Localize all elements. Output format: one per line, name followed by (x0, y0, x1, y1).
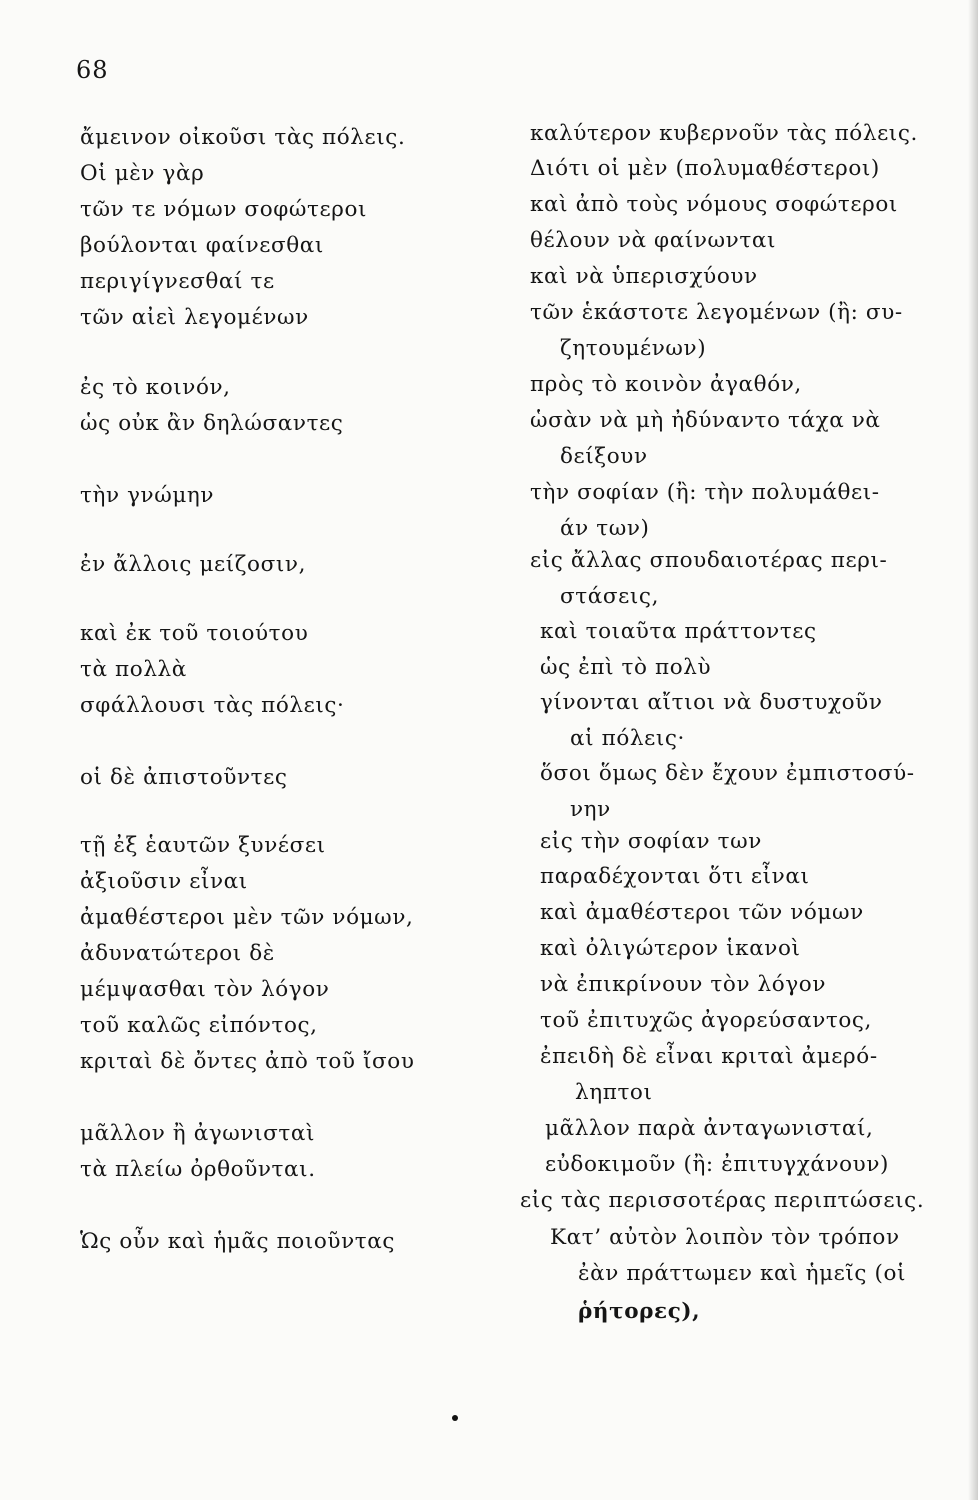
right-line: καὶ ὀλιγώτερον ἱκανοὶ (540, 936, 801, 961)
left-line: σφάλλουσι τὰς πόλεις· (80, 693, 345, 718)
right-line: καὶ τοιαῦτα πράττοντες (540, 619, 817, 644)
left-line: ἀδυνατώτεροι δὲ (80, 941, 275, 966)
left-line: μᾶλλον ἢ ἀγωνισταὶ (80, 1121, 316, 1146)
right-line: εὐδοκιμοῦν (ἢ: ἐπιτυγχάνουν) (545, 1152, 890, 1177)
left-line: ὡς οὐκ ἂν δηλώσαντες (80, 411, 344, 436)
right-line: ὡς ἐπὶ τὸ πολὺ (540, 655, 712, 680)
right-line: ὅσοι ὅμως δὲν ἔχουν ἐμπιστοσύ- (540, 761, 915, 786)
right-line: εἰς τὴν σοφίαν των (540, 829, 762, 854)
right-line: καλύτερον κυβερνοῦν τὰς πόλεις. (530, 121, 918, 146)
right-line: αἱ πόλεις· (570, 726, 685, 751)
left-line: μέμψασθαι τὸν λόγον (80, 977, 330, 1002)
right-line: καὶ ἀπὸ τοὺς νόμους σοφώτεροι (530, 192, 898, 217)
page-number: 68 (76, 56, 109, 84)
right-line: ἐπειδὴ δὲ εἶναι κριταὶ ἀμερό- (540, 1044, 878, 1069)
right-line: ῥήτορες), (578, 1299, 701, 1324)
left-line: Ὡς οὖν καὶ ἡμᾶς ποιοῦντας (80, 1229, 396, 1254)
left-line: ἐς τὸ κοινόν, (80, 375, 231, 400)
page-speck (452, 1415, 458, 1421)
right-line: τῶν ἑκάστοτε λεγομένων (ἢ: συ- (530, 300, 903, 325)
left-line: τοῦ καλῶς εἰπόντος, (80, 1013, 318, 1038)
right-line: ληπτοι (575, 1080, 653, 1105)
left-line: ἀμαθέστεροι μὲν τῶν νόμων, (80, 905, 414, 930)
right-line: νὰ ἐπικρίνουν τὸν λόγον (540, 972, 826, 997)
left-line: Οἱ μὲν γὰρ (80, 161, 205, 186)
right-line: εἰς τὰς περισσοτέρας περιπτώσεις. (520, 1188, 925, 1213)
right-line: μᾶλλον παρὰ ἀνταγωνισταί, (545, 1116, 874, 1141)
left-line: τὰ πολλὰ (80, 657, 187, 682)
right-line: πρὸς τὸ κοινὸν ἀγαθόν, (530, 372, 802, 397)
page-edge-shadow (968, 0, 978, 1500)
left-line: βούλονται φαίνεσθαι (80, 233, 324, 258)
left-line: τῶν αἰεὶ λεγομένων (80, 305, 309, 330)
right-line: παραδέχονται ὅτι εἶναι (540, 864, 810, 889)
right-line: εἰς ἄλλας σπουδαιοτέρας περι- (530, 548, 888, 573)
left-line: τὴν γνώμην (80, 483, 215, 508)
right-line: ὡσὰν νὰ μὴ ἠδύναντο τάχα νὰ (530, 408, 881, 433)
right-line: ζητουμένων) (560, 336, 707, 361)
left-line: περιγίγνεσθαί τε (80, 269, 275, 294)
right-line: καὶ νὰ ὑπερισχύουν (530, 264, 758, 289)
right-line: θέλουν νὰ φαίνωνται (530, 228, 776, 253)
left-line: ἀξιοῦσιν εἶναι (80, 869, 248, 894)
left-line: οἱ δὲ ἀπιστοῦντες (80, 765, 288, 790)
right-line: γίνονται αἴτιοι νὰ δυστυχοῦν (540, 690, 883, 715)
left-line: τῇ ἐξ ἑαυτῶν ξυνέσει (80, 833, 326, 858)
right-line: στάσεις, (560, 584, 660, 609)
left-line: κριταὶ δὲ ὄντες ἀπὸ τοῦ ἴσου (80, 1049, 415, 1074)
right-line: καὶ ἀμαθέστεροι τῶν νόμων (540, 900, 864, 925)
right-line: τοῦ ἐπιτυχῶς ἀγορεύσαντος, (540, 1008, 872, 1033)
right-line: δείξουν (560, 444, 648, 469)
right-line: τὴν σοφίαν (ἢ: τὴν πολυμάθει- (530, 480, 880, 505)
right-line: άν των) (560, 516, 650, 541)
right-line: Διότι οἱ μὲν (πολυμαθέστεροι) (530, 156, 880, 181)
left-line: ἄμεινον οἰκοῦσι τὰς πόλεις. (80, 125, 406, 150)
left-line: τῶν τε νόμων σοφώτεροι (80, 197, 368, 222)
left-line: καὶ ἐκ τοῦ τοιούτου (80, 621, 309, 646)
right-line: νην (570, 797, 611, 822)
left-line: τὰ πλείω ὀρθοῦνται. (80, 1157, 316, 1182)
right-line: Κατ’ αὐτὸν λοιπὸν τὸν τρόπον (550, 1225, 900, 1250)
left-line: ἐν ἄλλοις μείζοσιν, (80, 552, 307, 577)
right-line: ἐὰν πράττωμεν καὶ ἡμεῖς (οἱ (578, 1261, 907, 1286)
